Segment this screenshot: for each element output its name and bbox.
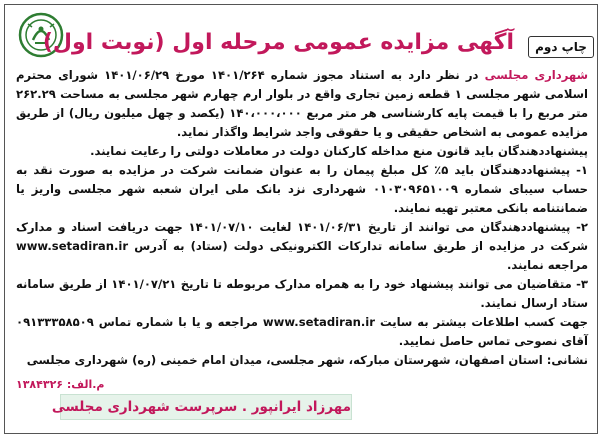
contact-text: جهت کسب اطلاعات بیشتر به سایت — [375, 315, 588, 329]
clause-1: ۱- پیشنهاددهندگان باید ۵٪ کل مبلغ پیمان را به عنوان ضمانت شرکت در مزایده به صورت نقد به حساب سیبای شماره ۰۱۰۳۰۹۶۵۱۰۰۹ شهرداری نزد بانک ملی ایران شعبه شهر مجلسی واریز یا ضمانتنامه بانکی معتبر تهیه نمایند. — [16, 163, 588, 215]
clause-2-text: ۲- پیشنهاددهندگان می توانند از تاریخ ۱۴۰۱/۰۶/۳۱ لغایت ۱۴۰۱/۰۷/۱۰ جهت دریافت اسناد و مدارک شرکت در مزایده از طریق سامانه تدارکات الکترونیکی دولت (ستاد) به آدرس — [16, 220, 588, 253]
issuer-name: شهرداری مجلسی — [484, 68, 588, 82]
clause-2-end: مراجعه نمایند. — [507, 258, 588, 272]
intro-text: در نظر دارد به استناد مجوز شماره ۱۴۰۱/۲۶۴ مورخ ۱۴۰۱/۰۶/۲۹ شورای محترم اسلامی شهر مجلسی ۱ قطعه زمین تجاری واقع در بلوار ارم چهارم شهر مجلسی به مساحت ۲۶۲.۲۹ متر مربع را با قیمت پایه کارشناسی هر متر مربع ۱۴۰،۰۰۰،۰۰۰ (یکصد و چهل میلیون ریال) از طریق مزایده عمومی به اشخاص حقیقی و یا حقوقی واجد شرایط واگذار نماید. — [16, 68, 589, 139]
clause-2 — [16, 218, 588, 275]
intro-paragraph — [16, 66, 588, 142]
contact-link[interactable]: www.setadiran.ir — [262, 315, 375, 329]
letter-number: م.الف: ۱۳۸۴۳۲۶ — [16, 378, 105, 391]
signature-bar: مهرزاد ایرانپور . سرپرست شهرداری مجلسی — [60, 394, 352, 420]
edition-badge: چاپ دوم — [528, 36, 594, 58]
address: نشانی: استان اصفهان، شهرستان مبارکه، شهر مجلسی، میدان امام خمینی (ره) شهرداری مجلسی — [26, 353, 588, 367]
contact-text-end: مراجعه و یا با شماره تماس ۰۹۱۳۳۳۵۸۵۰۹ آقای نصوحی تماس حاصل نمایید. — [16, 315, 588, 348]
clause-law: پیشنهاددهندگان باید قانون منع مداخله کارکنان دولت در معاملات دولتی را رعایت نمایند. — [90, 144, 588, 158]
clause-3: ۳- متقاضیان می توانند پیشنهاد خود را به همراه مدارک مربوطه تا تاریخ ۱۴۰۱/۰۷/۲۱ از طریق سامانه ستاد ارسال نمایند. — [16, 277, 588, 310]
setad-link[interactable]: www.setadiran.ir — [16, 239, 129, 253]
contact-paragraph — [16, 313, 588, 351]
notice-title: آگهی مزایده عمومی مرحله اول (نوبت اول) — [42, 30, 514, 55]
notice-body — [16, 66, 588, 370]
